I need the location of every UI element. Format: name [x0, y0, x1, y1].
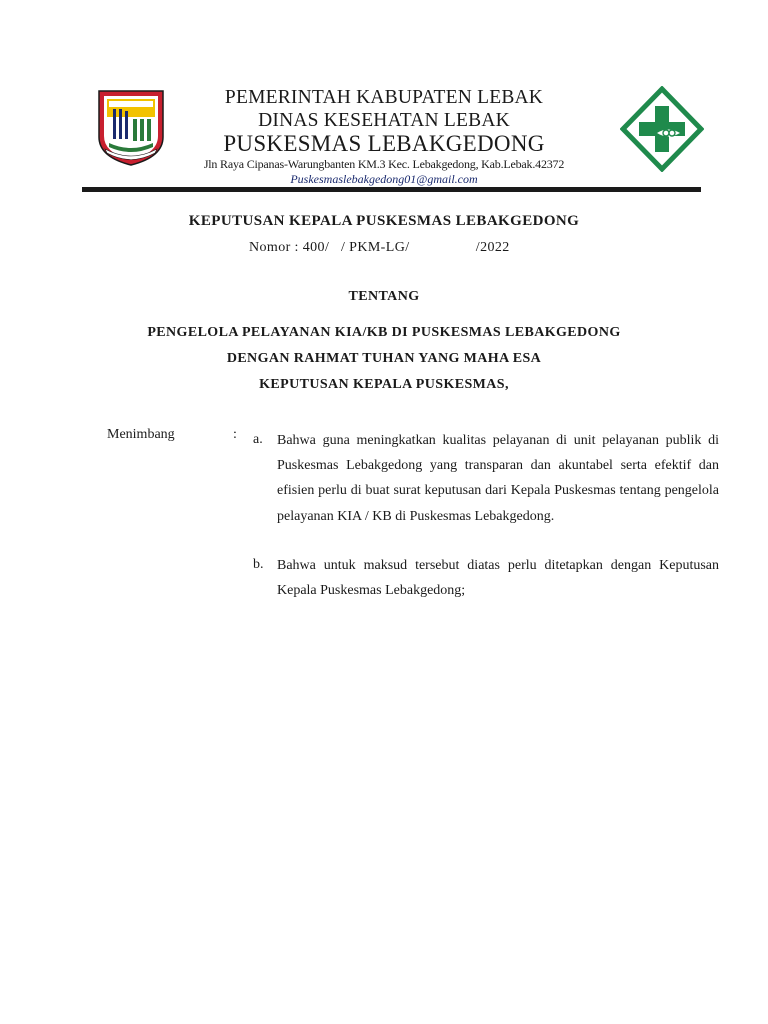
list-item-letter: a.	[253, 432, 263, 447]
decree-number: Nomor : 400/ / PKM-LG/ /2022	[249, 240, 510, 255]
letterhead-email: Puskesmaslebakgedong01@gmail.com	[290, 172, 478, 186]
letterhead-department: DINAS KESEHATAN LEBAK	[258, 110, 510, 131]
puskesmas-green-cross-logo	[620, 86, 704, 172]
list-item-text: Bahwa untuk maksud tersebut diatas perlu ditetapkan dengan Keputusan Kepala Puskesmas Lebakgedong;	[277, 558, 719, 599]
letterhead-institution: PUSKESMAS LEBAKGEDONG	[223, 131, 545, 156]
list-item-text: Bahwa guna meningkatkan kualitas pelayanan di unit pelayanan publik di Puskesmas Lebakgedong yang transparan dan akuntabel serta efektif dan efisien perlu di buat surat keputusan dari Kepala Puskesmas tentang pengelola pelayanan KIA / KB di Puskesmas Lebakgedong.	[277, 433, 719, 524]
menimbang-label: Menimbang	[107, 427, 175, 442]
list-item-letter: b.	[253, 557, 264, 572]
decree-tentang: TENTANG	[348, 289, 420, 304]
menimbang-colon: :	[233, 427, 237, 442]
decree-subject: PENGELOLA PELAYANAN KIA/KB DI PUSKESMAS LEBAKGEDONG	[147, 325, 621, 340]
kabupaten-lebak-emblem	[95, 87, 167, 167]
decree-authority: KEPUTUSAN KEPALA PUSKESMAS,	[259, 377, 509, 392]
decree-heading: KEPUTUSAN KEPALA PUSKESMAS LEBAKGEDONG	[188, 213, 580, 229]
letterhead-government: PEMERINTAH KABUPATEN LEBAK	[224, 87, 544, 108]
letterhead-divider	[82, 187, 701, 192]
letterhead-address: Jln Raya Cipanas-Warungbanten KM.3 Kec. Lebakgedong, Kab.Lebak.42372	[203, 157, 565, 171]
decree-blessing: DENGAN RAHMAT TUHAN YANG MAHA ESA	[226, 351, 542, 366]
